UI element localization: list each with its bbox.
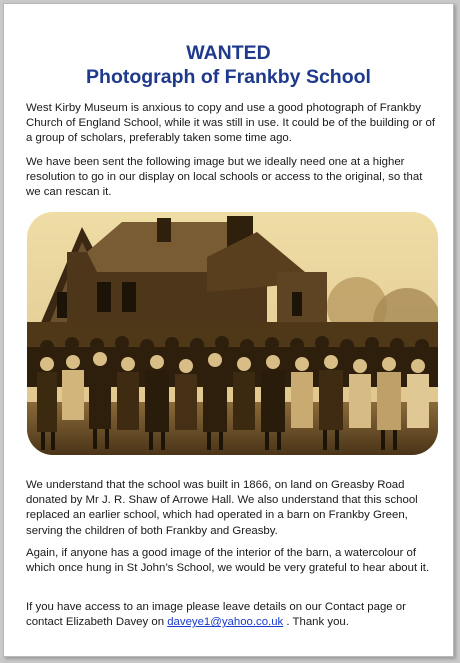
intro-paragraph: West Kirby Museum is anxious to copy and use a good photograph of Frankby Church of England School, while it was still in use. It could be of the building or of a group of scholars, preferably taken some time ago. xyxy=(26,102,436,145)
contact-text: If you have access to an image please leave details on our Contact page or contact Elizabeth Davey on xyxy=(26,601,406,629)
contact-paragraph xyxy=(26,600,438,630)
heading-wanted: WANTED xyxy=(186,42,271,64)
school-photograph xyxy=(27,212,438,455)
barn-paragraph: Again, if anyone has a good image of the interior of the barn, a watercolour of which once hung in St John’s School, we would be very grateful to hear about it. xyxy=(26,547,430,575)
history-paragraph: We understand that the school was built in 1866, on land on Greasby Road donated by Mr J. R. Shaw of Arrowe Hall. We also understand that this school replaced an earlier school, which had operated in a barn on Frankby Green, serving the children of both Frankby and Greasby. xyxy=(26,479,418,537)
heading-subject: Photograph of Frankby School xyxy=(86,66,371,88)
request-paragraph: We have been sent the following image but we ideally need one at a higher resolution to go in our display on local schools or access to the original, so that we can rescan it. xyxy=(26,156,423,199)
contact-thanks: . Thank you. xyxy=(283,616,349,629)
email-link[interactable]: daveye1@yahoo.co.uk xyxy=(167,616,284,629)
school-photo-icon xyxy=(27,212,438,455)
document-page xyxy=(3,3,454,657)
